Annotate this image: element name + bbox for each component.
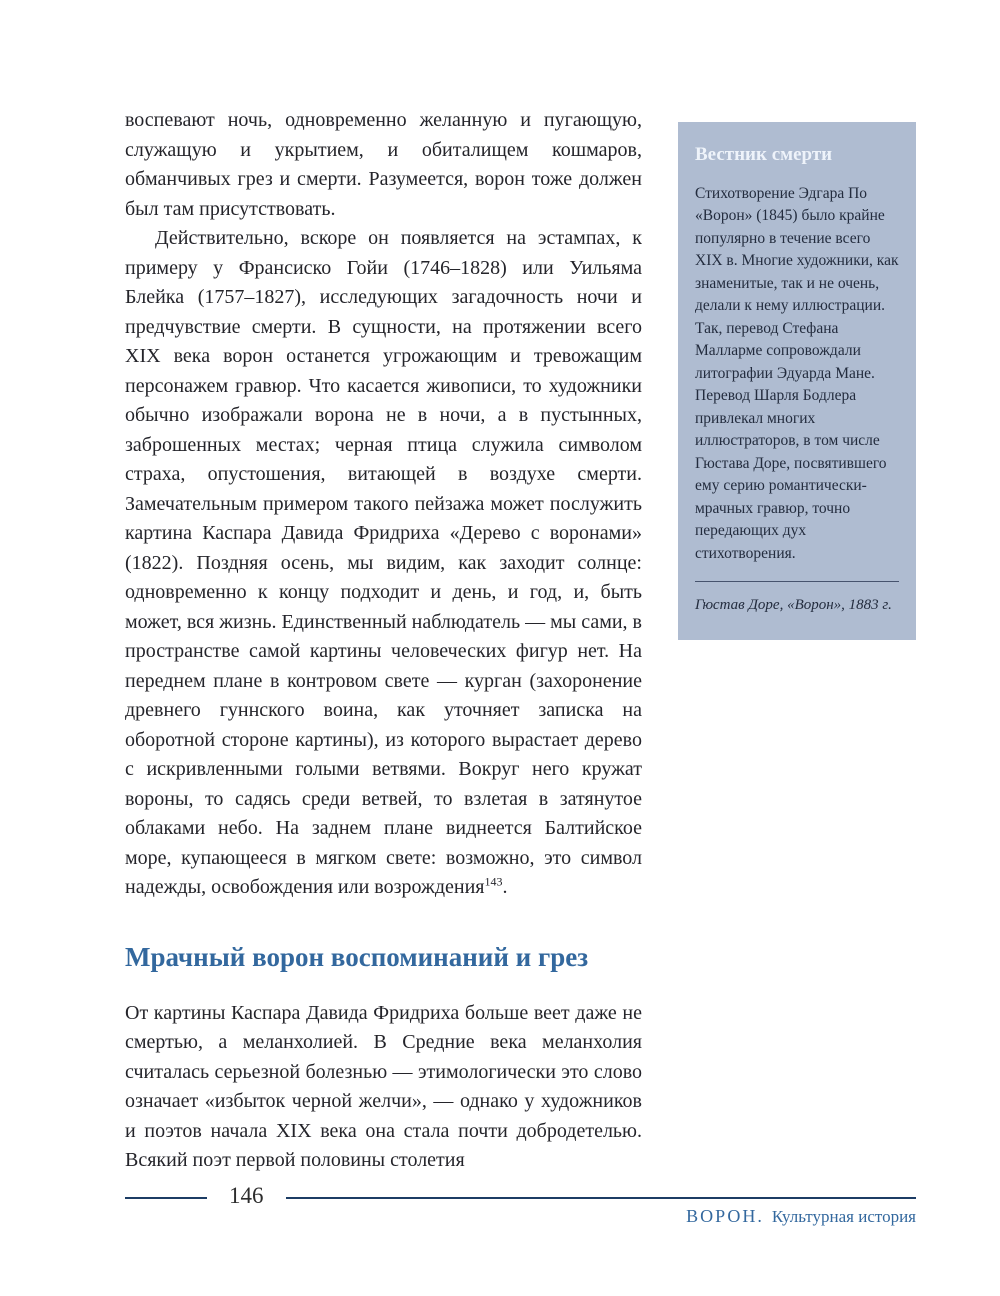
main-text-column <box>125 106 642 1176</box>
sidebar-image-caption: Гюстав Доре, «Ворон», 1883 г. <box>695 597 892 614</box>
running-title-book: ВОРОН. <box>686 1206 764 1226</box>
footnote-reference: 143 <box>484 874 503 889</box>
sidebar-box <box>678 122 916 640</box>
sidebar-divider <box>695 581 899 582</box>
sidebar-title: Вестник смерти <box>695 144 833 165</box>
body-paragraph-continuation: воспевают ночь, одновременно желанную и пугающую, служащую и укрытием, и обиталищем кошмаров, обманчивых грез и смерти. Разумеется, ворон тоже должен был там присутствовать. <box>125 109 642 220</box>
sidebar-body-text: Стихотворение Эдгара По «Ворон» (1845) было крайне популярно в течение всего XIX в. Многие художники, как знаменитые, так и не очень, делали к нему иллюстрации. Так, перевод Стефана Малларме сопровождали литографии Эдуарда Мане. Перевод Шарля Бодлера привлекал многих иллюстраторов, в том числе Гюстава Доре, посвятившего ему серию романтически-мрачных гравюр, точно передающих дух стихотворения. <box>695 184 899 562</box>
page-number: 146 <box>229 1183 264 1208</box>
body-paragraph: От картины Каспара Давида Фридриха больше веет даже не смертью, а меланхолией. В Средние века меланхолия считалась серьезной болезнью — этимологически это слово означает «избыток черной желчи», — однако у художников и поэтов начала XIX века она стала почти добродетелью. Всякий поэт первой половины столетия <box>125 1001 642 1172</box>
footer-rule-left <box>125 1197 207 1199</box>
running-title-subtitle: Культурная история <box>771 1207 916 1226</box>
paragraph-text: Действительно, вскоре он появляется на эстампах, к примеру у Франсиско Гойи (1746–1828) или Уильяма Блейка (1757–1827), исследующих загадочность ночи и предчувствие смерти. В сущности, на протяжении всего XIX века ворон останется угрожающим и тревожащим персонажем гравюр. Что касается живописи, то художники обычно изображали ворона не в ночи, а в пустынных, заброшенных местах; черная птица служила символом страха, опустошения, витающей в воздухе смерти. Замечательным примером такого пейзажа может послужить картина Каспара Давида Фридриха «Дерево с воронами» (1822). Поздняя осень, мы видим, как заходит солнце: одновременно к концу подходит и день, и год, и, быть может, вся жизнь. Единственный наблюдатель — мы сами, в пространстве самой картины человеческих фигур нет. На переднем плане в контровом свете — курган (захоронение древнего гуннского воина, как уточняет записка на оборотной стороне картины), из которого вырастает дерево с искривленными голыми ветвями. Вокруг него кружат вороны, то садясь среди ветвей, то взлетая в затянутое облаками небо. На заднем плане виднеется Балтийское море, купающееся в мягком свете: возможно, это символ надежды, освобождения или возрождения <box>125 227 642 898</box>
footer-rule-right <box>286 1197 917 1199</box>
paragraph-end-punctuation: . <box>502 876 508 898</box>
running-title <box>686 1206 916 1227</box>
section-heading: Мрачный ворон воспоминаний и грез <box>125 941 589 972</box>
body-paragraph <box>125 224 642 903</box>
